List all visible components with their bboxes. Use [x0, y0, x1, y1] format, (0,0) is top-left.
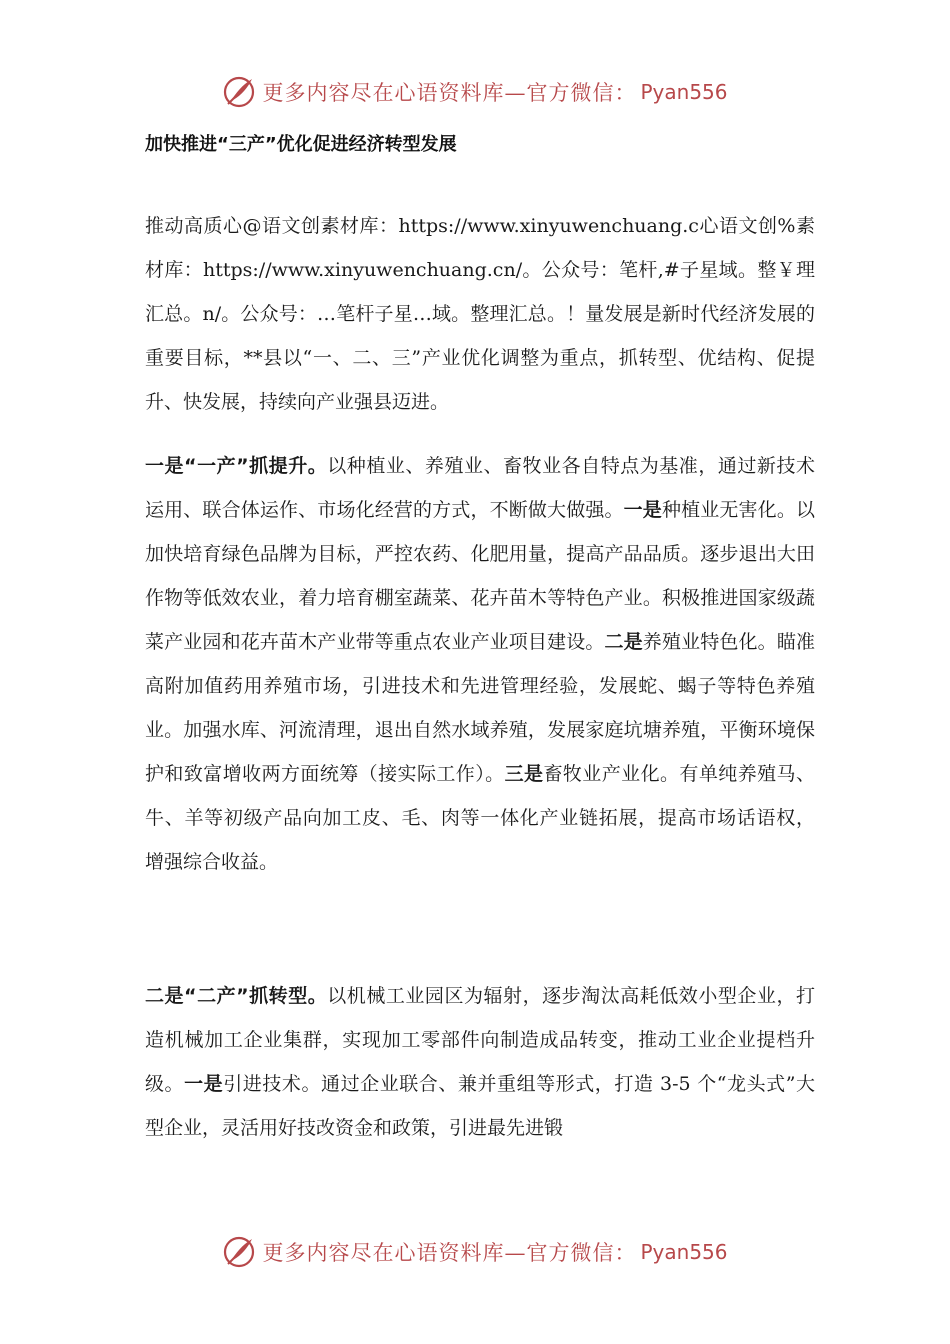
quill-pen-circle-icon [222, 75, 256, 109]
section-1-text: 养殖业特色化。瞄准高附加值药用养殖市场，引进技术和先进管理经验，发展蛇、蝎子等特色养殖业。加强水库、河流清理，退出自然水域养殖，发展家庭坑塘养殖，平衡环境保护和致富增收两方面统筹（接实际工作）。 [145, 631, 815, 785]
section-2-text: 引进技术。通过企业联合、兼并重组等形式，打造 3-5 个“龙头式”大型企业，灵活用好技改资金和政策，引进最先进锻 [145, 1073, 815, 1139]
section-2-keyword-1: 一是 [184, 1073, 224, 1095]
banner-text: 更多内容尽在心语资料库—官方微信： [262, 81, 637, 105]
header-banner [0, 72, 950, 112]
section-2-text: 以机械工业园区为辐射，逐步淘汰高耗低效小型企业，打造机械加工企业集群，实现加工零部件向制造成品转变，推动工业企业提档升级。 [145, 985, 815, 1095]
section-2-lead: 二是“二产”抓转型。 [145, 985, 328, 1007]
quill-pen-circle-icon [222, 1235, 256, 1269]
intro-paragraph: 推动高质心@语文创素材库：https://www.xinyuwenchuang.c心语文创%素材库：https://www.xinyuwenchuang.cn/。公众号：笔杆,#子星域。整￥理汇总。n/。公众号：…笔杆子星…域。整理汇总。！量发展是新时代经济发展的重要目标，**县以“一、二、三”产业优化调整为重点，抓转型、优结构、促提升、快发展，持续向产业强县迈进。 [145, 215, 815, 413]
section-1-lead: 一是“一产”抓提升。 [145, 455, 328, 477]
banner-text: 更多内容尽在心语资料库—官方微信： [262, 1241, 637, 1265]
section-1-text: 畜牧业产业化。有单纯养殖马、牛、羊等初级产品向加工皮、毛、肉等一体化产业链拓展，提高市场话语权， 增强综合收益。 [145, 763, 815, 873]
document-title: 加快推进“三产”优化促进经济转型发展 [145, 134, 457, 155]
section-1-text: 种植业无害化。以加快培育绿色品牌为目标，严控农药、化肥用量，提高产品品质。逐步退出大田作物等低效农业，着力培育棚室蔬菜、花卉苗木等特色产业。积极推进国家级蔬菜产业园和花卉苗木产业带等重点农业产业项目建设。 [145, 499, 815, 653]
section-1-paragraph [145, 444, 815, 884]
section-1-keyword-3: 三是 [504, 763, 544, 785]
wechat-id: Pyan556 [640, 80, 728, 104]
section-1-text: 以种植业、养殖业、畜牧业各自特点为基准，通过新技术运用、联合体运作、市场化经营的方式，不断做大做强。 [145, 455, 815, 521]
wechat-id: Pyan556 [640, 1240, 728, 1264]
document-body [145, 128, 815, 1150]
footer-banner [0, 1232, 950, 1272]
section-1-keyword-2: 二是 [604, 631, 643, 653]
section-1-keyword-1: 一是 [623, 499, 662, 521]
section-2-paragraph [145, 974, 815, 1150]
